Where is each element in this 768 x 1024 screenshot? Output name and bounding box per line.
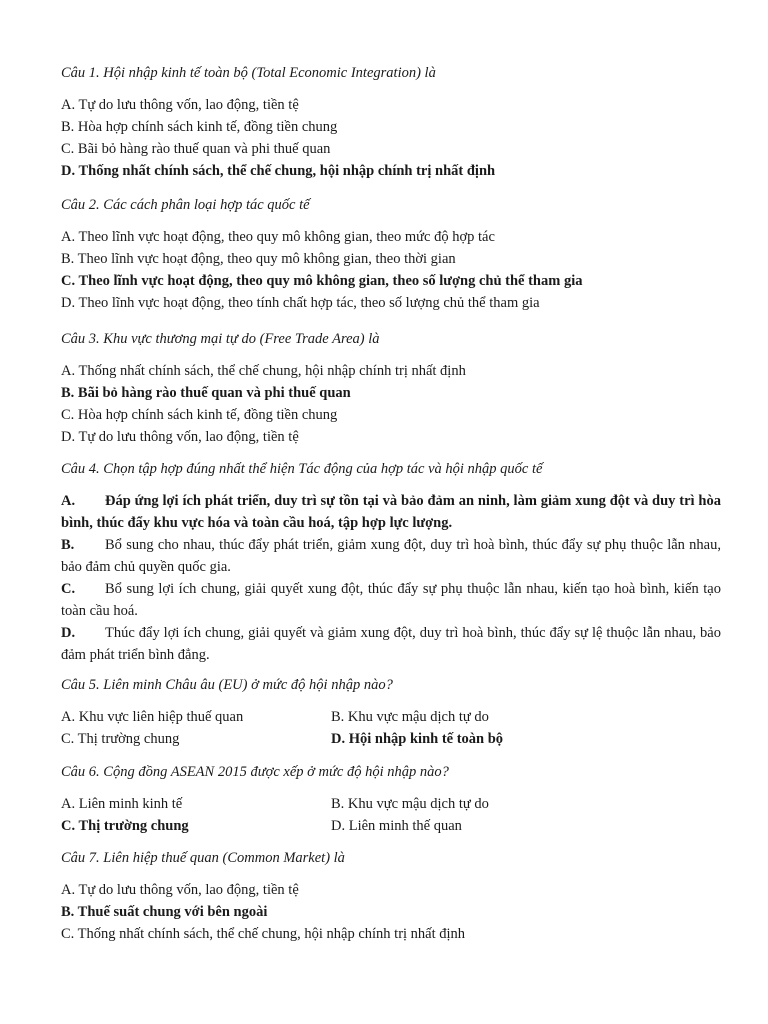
option-c-correct: C. Thị trường chung: [61, 818, 189, 834]
option-c: C. Thống nhất chính sách, thể chế chung, hội nhập chính trị nhất định: [61, 926, 466, 942]
option-list: [61, 94, 721, 182]
question-title: Câu 5. Liên minh Châu âu (EU) ở mức độ hội nhập nào?: [61, 677, 393, 693]
option-c: C. Thị trường chung: [61, 731, 180, 747]
option-d-correct: D. Thống nhất chính sách, thể chế chung, hội nhập chính trị nhất định: [61, 163, 496, 179]
option-d-correct: D. Hội nhập kinh tế toàn bộ: [331, 731, 504, 747]
option-text: Thúc đẩy lợi ích chung, giải quyết và giảm xung đột, duy trì hoà bình, thúc đẩy sự lệ thuộc lẫn nhau, bảo đảm phát triển bình đẳng.: [61, 625, 721, 663]
question-1: [61, 62, 721, 182]
question-3: [61, 328, 721, 448]
question-title: Câu 2. Các cách phân loại hợp tác quốc tế: [61, 197, 310, 213]
option-b: B. Theo lĩnh vực hoạt động, theo quy mô không gian, theo thời gian: [61, 251, 456, 267]
option-a: A. Thống nhất chính sách, thể chế chung, hội nhập chính trị nhất định: [61, 363, 466, 379]
option-letter: A.: [61, 493, 76, 509]
question-2: [61, 194, 721, 314]
option-d: D. Tự do lưu thông vốn, lao động, tiền tệ: [61, 429, 299, 445]
option-list: [61, 490, 721, 666]
question-7: [61, 847, 721, 945]
question-6: [61, 761, 721, 837]
question-title: Câu 3. Khu vực thương mại tự do (Free Trade Area) là: [61, 331, 380, 347]
option-a: A. Theo lĩnh vực hoạt động, theo quy mô không gian, theo mức độ hợp tác: [61, 229, 495, 245]
option-a: A. Khu vực liên hiệp thuế quan: [61, 709, 244, 725]
option-b: B. Hòa hợp chính sách kinh tế, đồng tiền chung: [61, 119, 338, 135]
option-text: Bổ sung lợi ích chung, giải quyết xung đột, thúc đẩy sự phụ thuộc lẫn nhau, kiến tạo hoà bình, kiến tạo toàn cầu hoá.: [61, 581, 721, 619]
option-text: Đáp ứng lợi ích phát triển, duy trì sự tồn tại và bảo đảm an ninh, làm giảm xung đột và duy trì hòa bình, thúc đẩy khu vực hóa và toàn cầu hoá, tập hợp lực lượng.: [61, 493, 721, 531]
option-c: [61, 578, 721, 622]
question-title: Câu 6. Cộng đồng ASEAN 2015 được xếp ở mức độ hội nhập nào?: [61, 764, 449, 780]
option-b: B. Khu vực mậu dịch tự do: [331, 796, 489, 812]
option-letter: D.: [61, 625, 76, 641]
question-title: Câu 1. Hội nhập kinh tế toàn bộ (Total Economic Integration) là: [61, 65, 436, 81]
question-5: [61, 674, 721, 750]
option-a-correct: [61, 490, 721, 534]
question-title: Câu 7. Liên hiệp thuế quan (Common Market) là: [61, 850, 345, 866]
option-a: A. Tự do lưu thông vốn, lao động, tiền tệ: [61, 97, 299, 113]
option-b-correct: B. Thuế suất chung với bên ngoài: [61, 904, 268, 920]
option-b-correct: B. Bãi bỏ hàng rào thuế quan và phi thuế quan: [61, 385, 351, 401]
option-a: A. Liên minh kinh tế: [61, 796, 183, 812]
option-c: C. Bãi bỏ hàng rào thuế quan và phi thuế quan: [61, 141, 331, 157]
option-d: D. Liên minh thế quan: [331, 818, 462, 834]
option-list: [61, 226, 721, 314]
option-list: [61, 879, 721, 945]
question-title: Câu 4. Chọn tập hợp đúng nhất thể hiện Tác động của hợp tác và hội nhập quốc tế: [61, 461, 543, 477]
option-a: A. Tự do lưu thông vốn, lao động, tiền tệ: [61, 882, 299, 898]
option-grid: [61, 793, 721, 837]
option-c-correct: C. Theo lĩnh vực hoạt động, theo quy mô không gian, theo số lượng chủ thể tham gia: [61, 273, 583, 289]
option-letter: C.: [61, 581, 76, 597]
question-4: [61, 458, 721, 666]
option-text: Bổ sung cho nhau, thúc đẩy phát triển, giảm xung đột, duy trì hoà bình, thúc đẩy sự phụ thuộc lẫn nhau, bảo đảm chủ quyền quốc gia.: [61, 537, 721, 575]
option-c: C. Hòa hợp chính sách kinh tế, đồng tiền chung: [61, 407, 338, 423]
option-b: B. Khu vực mậu dịch tự do: [331, 709, 489, 725]
option-list: [61, 360, 721, 448]
option-b: [61, 534, 721, 578]
option-d: D. Theo lĩnh vực hoạt động, theo tính chất hợp tác, theo số lượng chủ thể tham gia: [61, 295, 540, 311]
option-d: [61, 622, 721, 666]
option-letter: B.: [61, 537, 75, 553]
option-grid: [61, 706, 721, 750]
